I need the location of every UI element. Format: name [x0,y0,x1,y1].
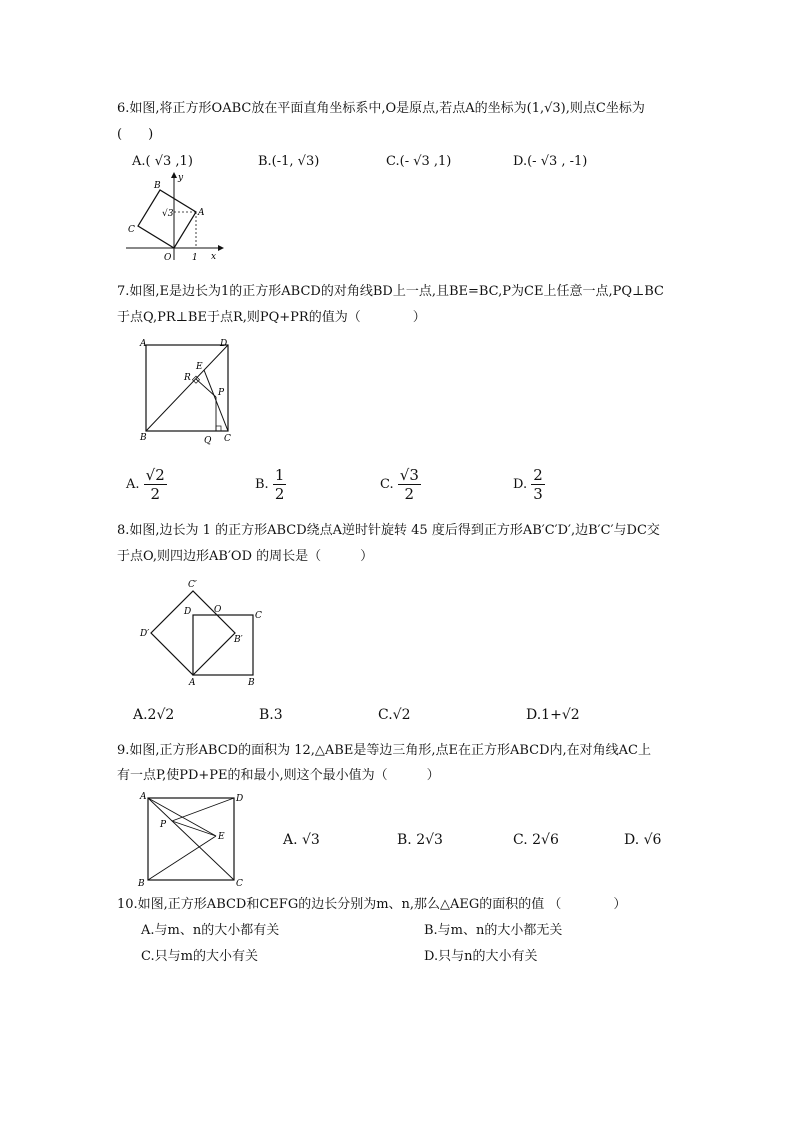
q9-segment-pd [172,798,234,821]
q8-label-d: D [184,607,192,617]
q6-option-d[interactable]: D.(- √3 , -1) [513,154,588,169]
q6-figure [122,170,226,264]
q10-option-b[interactable]: B.与m、n的大小都无关 [424,923,563,938]
q7-stem-line1: 7.如图,E是边长为1的正方形ABCD的对角线BD上一点,且BE=BC,P为CE上任意一点,PQ⊥BC [117,284,664,299]
q6-option-c[interactable]: C.(- √3 ,1) [386,154,452,169]
q10-option-a[interactable]: A.与m、n的大小都有关 [141,923,280,938]
q7-option-b-den: 2 [274,485,285,503]
q6-label-a: A [198,208,205,218]
q9-figure [136,790,248,890]
q7-right-angle-r [192,376,199,383]
q8-stem-line1: 8.如图,边长为 1 的正方形ABCD绕点A逆时针旋转 45 度后得到正方形AB′C′D′,边B′C′与DC交 [117,523,660,538]
q9-segment-be [148,836,216,880]
q7-label-a: A [140,339,147,349]
q7-option-b-fraction [273,466,287,503]
q7-label-p: P [218,388,225,398]
q7-option-c-fraction [398,466,421,503]
q6-y-arrow [171,172,177,178]
q7-label-c: C [224,434,231,444]
q9-label-d: D [236,794,244,804]
q9-option-b[interactable]: B. 2√3 [397,832,443,848]
q8-label-c: C [255,611,262,621]
q7-option-c-num: √3 [399,466,419,484]
q6-option-a[interactable]: A.( √3 ,1) [132,154,193,169]
q7-stem-line2: 于点Q,PR⊥BE于点R,则PQ+PR的值为（ ） [117,310,426,325]
q7-option-c-den: 2 [404,485,415,503]
q10-stem: 10.如图,正方形ABCD和CEFG的边长分别为m、n,那么△AEG的面积的值 （ ） [117,897,627,912]
q7-option-d-num: 2 [533,466,543,484]
q9-stem-line1: 9.如图,正方形ABCD的面积为 12,△ABE是等边三角形,点E在正方形ABCD内,在对角线AC上 [117,743,651,758]
q9-label-c: C [236,879,243,889]
q10-option-c[interactable]: C.只与m的大小有关 [141,949,258,964]
q7-option-d[interactable] [513,466,545,503]
q7-option-d-fraction [531,466,545,503]
q7-segment-pr [196,379,216,397]
q7-option-a-fraction [144,466,167,503]
q9-option-d[interactable]: D. √6 [624,832,662,848]
q9-label-b: B [138,879,145,889]
q8-option-c[interactable]: C.√2 [378,707,411,723]
q7-figure [136,335,242,445]
q9-option-a[interactable]: A. √3 [283,832,320,848]
q6-label-y: y [178,173,184,183]
q9-label-a: A [140,792,147,802]
q8-label-o: O [214,605,222,615]
q6-label-x: x [211,252,217,262]
q7-option-c[interactable] [380,466,421,503]
q8-figure [138,575,268,687]
q10-option-d[interactable]: D.只与n的大小有关 [424,949,538,964]
q6-label-one: 1 [192,253,198,263]
q8-option-b[interactable]: B.3 [259,707,283,723]
q6-stem-line1: 6.如图,将正方形OABC放在平面直角坐标系中,O是原点,若点A的坐标为(1,√3),则点C坐标为 [117,101,645,116]
q6-option-b[interactable]: B.(-1, √3) [258,154,320,169]
q8-label-d1: D′ [140,629,150,639]
q7-label-e: E [196,362,203,372]
q7-label-d: D [220,339,228,349]
q8-option-d[interactable]: D.1+√2 [526,707,580,723]
q8-stem-line2: 于点O,则四边形AB′OD 的周长是（ ） [117,549,374,564]
q7-option-b-letter: B. [255,477,269,492]
q7-label-b: B [140,433,147,443]
q7-option-b[interactable] [255,466,286,503]
q6-x-arrow [218,245,224,251]
q8-label-b: B [248,678,255,687]
q7-right-angle-q [216,426,221,431]
q8-label-a: A [189,678,196,687]
q7-option-d-letter: D. [513,477,528,492]
q9-label-p: P [160,820,167,830]
q9-label-e: E [218,832,225,842]
q7-option-b-num: 1 [274,466,285,484]
q7-option-a-letter: A. [126,477,140,492]
q6-stem-line2: ( ) [117,127,154,142]
q6-label-b: B [154,181,161,191]
q6-label-sqrt3: √3 [162,209,174,219]
q7-option-a-num: √2 [145,466,165,484]
q9-option-c[interactable]: C. 2√6 [513,832,559,848]
q7-option-a[interactable] [126,466,167,503]
q7-label-r: R [184,373,191,383]
q8-label-c1: C′ [188,580,197,590]
q7-option-c-letter: C. [380,477,394,492]
q8-option-a[interactable]: A.2√2 [133,707,175,723]
q6-square [138,190,196,248]
q6-label-c: C [128,225,135,235]
q8-label-b1: B′ [234,635,243,645]
q7-label-q: Q [204,436,212,445]
q9-stem-line2: 有一点P,使PD+PE的和最小,则这个最小值为（ ） [117,768,440,783]
q7-option-a-den: 2 [150,485,160,503]
q6-label-o: O [164,253,172,263]
q7-option-d-den: 3 [533,485,543,503]
